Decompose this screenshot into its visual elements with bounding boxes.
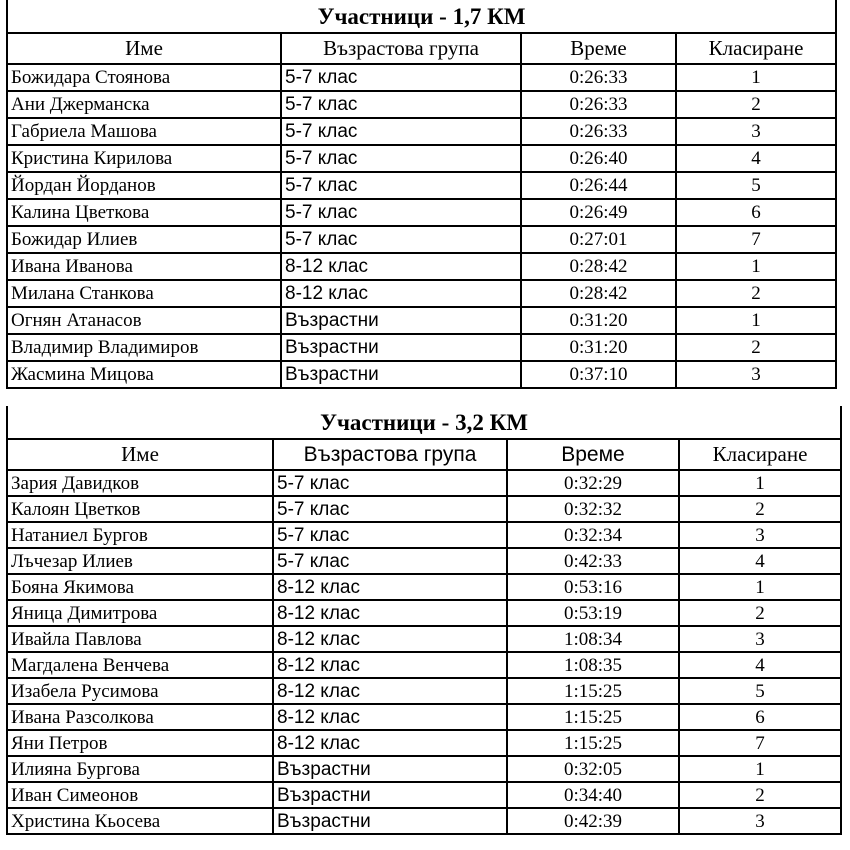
finish-time: 0:32:32 bbox=[507, 496, 679, 522]
table-row bbox=[7, 199, 836, 226]
rank: 5 bbox=[676, 172, 836, 199]
table-title: Участници - 3,2 КМ bbox=[7, 406, 841, 439]
rank: 1 bbox=[679, 574, 841, 600]
rank: 7 bbox=[679, 730, 841, 756]
table-row bbox=[7, 118, 836, 145]
table-row bbox=[7, 172, 836, 199]
column-header-age-group: Възрастова група bbox=[281, 33, 521, 64]
rank: 3 bbox=[679, 522, 841, 548]
finish-time: 0:53:16 bbox=[507, 574, 679, 600]
age-group: Възрастни bbox=[273, 808, 507, 834]
participant-name: Йордан Йорданов bbox=[7, 172, 281, 199]
rank: 4 bbox=[676, 145, 836, 172]
finish-time: 0:32:34 bbox=[507, 522, 679, 548]
participant-name: Христина Кьосева bbox=[7, 808, 273, 834]
table-row bbox=[7, 704, 841, 730]
rank: 2 bbox=[676, 280, 836, 307]
age-group: 5-7 клас bbox=[281, 64, 521, 91]
finish-time: 0:26:40 bbox=[521, 145, 676, 172]
age-group: 5-7 клас bbox=[281, 172, 521, 199]
table-row bbox=[7, 652, 841, 678]
table-row bbox=[7, 307, 836, 334]
finish-time: 0:31:20 bbox=[521, 334, 676, 361]
participant-name: Натаниел Бургов bbox=[7, 522, 273, 548]
column-header-name: Име bbox=[7, 33, 281, 64]
table-row bbox=[7, 548, 841, 574]
participant-name: Огнян Атанасов bbox=[7, 307, 281, 334]
rank: 1 bbox=[676, 307, 836, 334]
finish-time: 0:26:49 bbox=[521, 199, 676, 226]
rank: 7 bbox=[676, 226, 836, 253]
finish-time: 0:28:42 bbox=[521, 280, 676, 307]
table-row bbox=[7, 470, 841, 496]
age-group: Възрастни bbox=[281, 307, 521, 334]
rank: 2 bbox=[676, 91, 836, 118]
age-group: 5-7 клас bbox=[281, 199, 521, 226]
participant-name: Ивайла Павлова bbox=[7, 626, 273, 652]
finish-time: 1:08:34 bbox=[507, 626, 679, 652]
age-group: 5-7 клас bbox=[273, 470, 507, 496]
rank: 4 bbox=[679, 548, 841, 574]
age-group: 5-7 клас bbox=[273, 522, 507, 548]
finish-time: 0:32:05 bbox=[507, 756, 679, 782]
finish-time: 0:26:33 bbox=[521, 91, 676, 118]
age-group: 5-7 клас bbox=[281, 118, 521, 145]
table-row bbox=[7, 496, 841, 522]
age-group: 8-12 клас bbox=[273, 652, 507, 678]
finish-time: 1:08:35 bbox=[507, 652, 679, 678]
age-group: 5-7 клас bbox=[281, 226, 521, 253]
participant-name: Ивана Разсолкова bbox=[7, 704, 273, 730]
age-group: 5-7 клас bbox=[281, 145, 521, 172]
table-row bbox=[7, 334, 836, 361]
results-table-3-2km bbox=[6, 406, 842, 835]
participant-name: Калина Цветкова bbox=[7, 199, 281, 226]
participant-name: Иван Симеонов bbox=[7, 782, 273, 808]
rank: 2 bbox=[676, 334, 836, 361]
age-group: Възрастни bbox=[281, 334, 521, 361]
rank: 4 bbox=[679, 652, 841, 678]
finish-time: 0:37:10 bbox=[521, 361, 676, 388]
table-row bbox=[7, 361, 836, 388]
participant-name: Калоян Цветков bbox=[7, 496, 273, 522]
table-row bbox=[7, 91, 836, 118]
participant-name: Божидар Илиев bbox=[7, 226, 281, 253]
table-row bbox=[7, 600, 841, 626]
table-row bbox=[7, 782, 841, 808]
table-row bbox=[7, 626, 841, 652]
rank: 1 bbox=[676, 64, 836, 91]
rank: 2 bbox=[679, 600, 841, 626]
participant-name: Магдалена Венчева bbox=[7, 652, 273, 678]
table-body bbox=[7, 470, 841, 834]
rank: 3 bbox=[676, 118, 836, 145]
participant-name: Божидара Стоянова bbox=[7, 64, 281, 91]
age-group: 8-12 клас bbox=[281, 253, 521, 280]
rank: 1 bbox=[679, 470, 841, 496]
finish-time: 0:31:20 bbox=[521, 307, 676, 334]
finish-time: 0:32:29 bbox=[507, 470, 679, 496]
finish-time: 0:26:33 bbox=[521, 64, 676, 91]
age-group: 8-12 клас bbox=[273, 704, 507, 730]
column-header-age-group: Възрастова група bbox=[273, 439, 507, 470]
finish-time: 0:26:33 bbox=[521, 118, 676, 145]
table-row bbox=[7, 280, 836, 307]
finish-time: 0:27:01 bbox=[521, 226, 676, 253]
age-group: 8-12 клас bbox=[273, 574, 507, 600]
participant-name: Изабела Русимова bbox=[7, 678, 273, 704]
finish-time: 0:34:40 bbox=[507, 782, 679, 808]
age-group: 5-7 клас bbox=[281, 91, 521, 118]
table-row bbox=[7, 678, 841, 704]
column-header-time: Време bbox=[507, 439, 679, 470]
table-row bbox=[7, 574, 841, 600]
age-group: 5-7 клас bbox=[273, 548, 507, 574]
table-row bbox=[7, 522, 841, 548]
finish-time: 1:15:25 bbox=[507, 730, 679, 756]
participant-name: Лъчезар Илиев bbox=[7, 548, 273, 574]
participant-name: Яни Петров bbox=[7, 730, 273, 756]
finish-time: 0:28:42 bbox=[521, 253, 676, 280]
table-row bbox=[7, 226, 836, 253]
age-group: 8-12 клас bbox=[273, 730, 507, 756]
column-header-time: Време bbox=[521, 33, 676, 64]
rank: 1 bbox=[676, 253, 836, 280]
finish-time: 1:15:25 bbox=[507, 678, 679, 704]
rank: 3 bbox=[679, 626, 841, 652]
participant-name: Яница Димитрова bbox=[7, 600, 273, 626]
participant-name: Габриела Машова bbox=[7, 118, 281, 145]
rank: 3 bbox=[679, 808, 841, 834]
results-table-1-7km bbox=[6, 0, 837, 389]
column-header-name: Име bbox=[7, 439, 273, 470]
age-group: Възрастни bbox=[273, 782, 507, 808]
finish-time: 0:53:19 bbox=[507, 600, 679, 626]
rank: 5 bbox=[679, 678, 841, 704]
rank: 2 bbox=[679, 496, 841, 522]
age-group: Възрастни bbox=[281, 361, 521, 388]
age-group: 8-12 клас bbox=[281, 280, 521, 307]
participant-name: Жасмина Мицова bbox=[7, 361, 281, 388]
age-group: 5-7 клас bbox=[273, 496, 507, 522]
finish-time: 0:42:33 bbox=[507, 548, 679, 574]
table-body bbox=[7, 64, 836, 388]
age-group: 8-12 клас bbox=[273, 678, 507, 704]
column-header-rank: Класиране bbox=[679, 439, 841, 470]
table-row bbox=[7, 808, 841, 834]
participant-name: Илияна Бургова bbox=[7, 756, 273, 782]
age-group: Възрастни bbox=[273, 756, 507, 782]
participant-name: Милана Станкова bbox=[7, 280, 281, 307]
participant-name: Бояна Якимова bbox=[7, 574, 273, 600]
column-header-rank: Класиране bbox=[676, 33, 836, 64]
rank: 2 bbox=[679, 782, 841, 808]
rank: 1 bbox=[679, 756, 841, 782]
finish-time: 0:42:39 bbox=[507, 808, 679, 834]
participant-name: Кристина Кирилова bbox=[7, 145, 281, 172]
table-title: Участници - 1,7 КМ bbox=[7, 0, 836, 33]
table-row bbox=[7, 145, 836, 172]
rank: 6 bbox=[679, 704, 841, 730]
participant-name: Владимир Владимиров bbox=[7, 334, 281, 361]
finish-time: 0:26:44 bbox=[521, 172, 676, 199]
participant-name: Ани Джерманска bbox=[7, 91, 281, 118]
participant-name: Зария Давидков bbox=[7, 470, 273, 496]
rank: 3 bbox=[676, 361, 836, 388]
finish-time: 1:15:25 bbox=[507, 704, 679, 730]
participant-name: Ивана Иванова bbox=[7, 253, 281, 280]
table-row bbox=[7, 730, 841, 756]
table-row bbox=[7, 756, 841, 782]
rank: 6 bbox=[676, 199, 836, 226]
table-row bbox=[7, 253, 836, 280]
table-row bbox=[7, 64, 836, 91]
age-group: 8-12 клас bbox=[273, 626, 507, 652]
age-group: 8-12 клас bbox=[273, 600, 507, 626]
